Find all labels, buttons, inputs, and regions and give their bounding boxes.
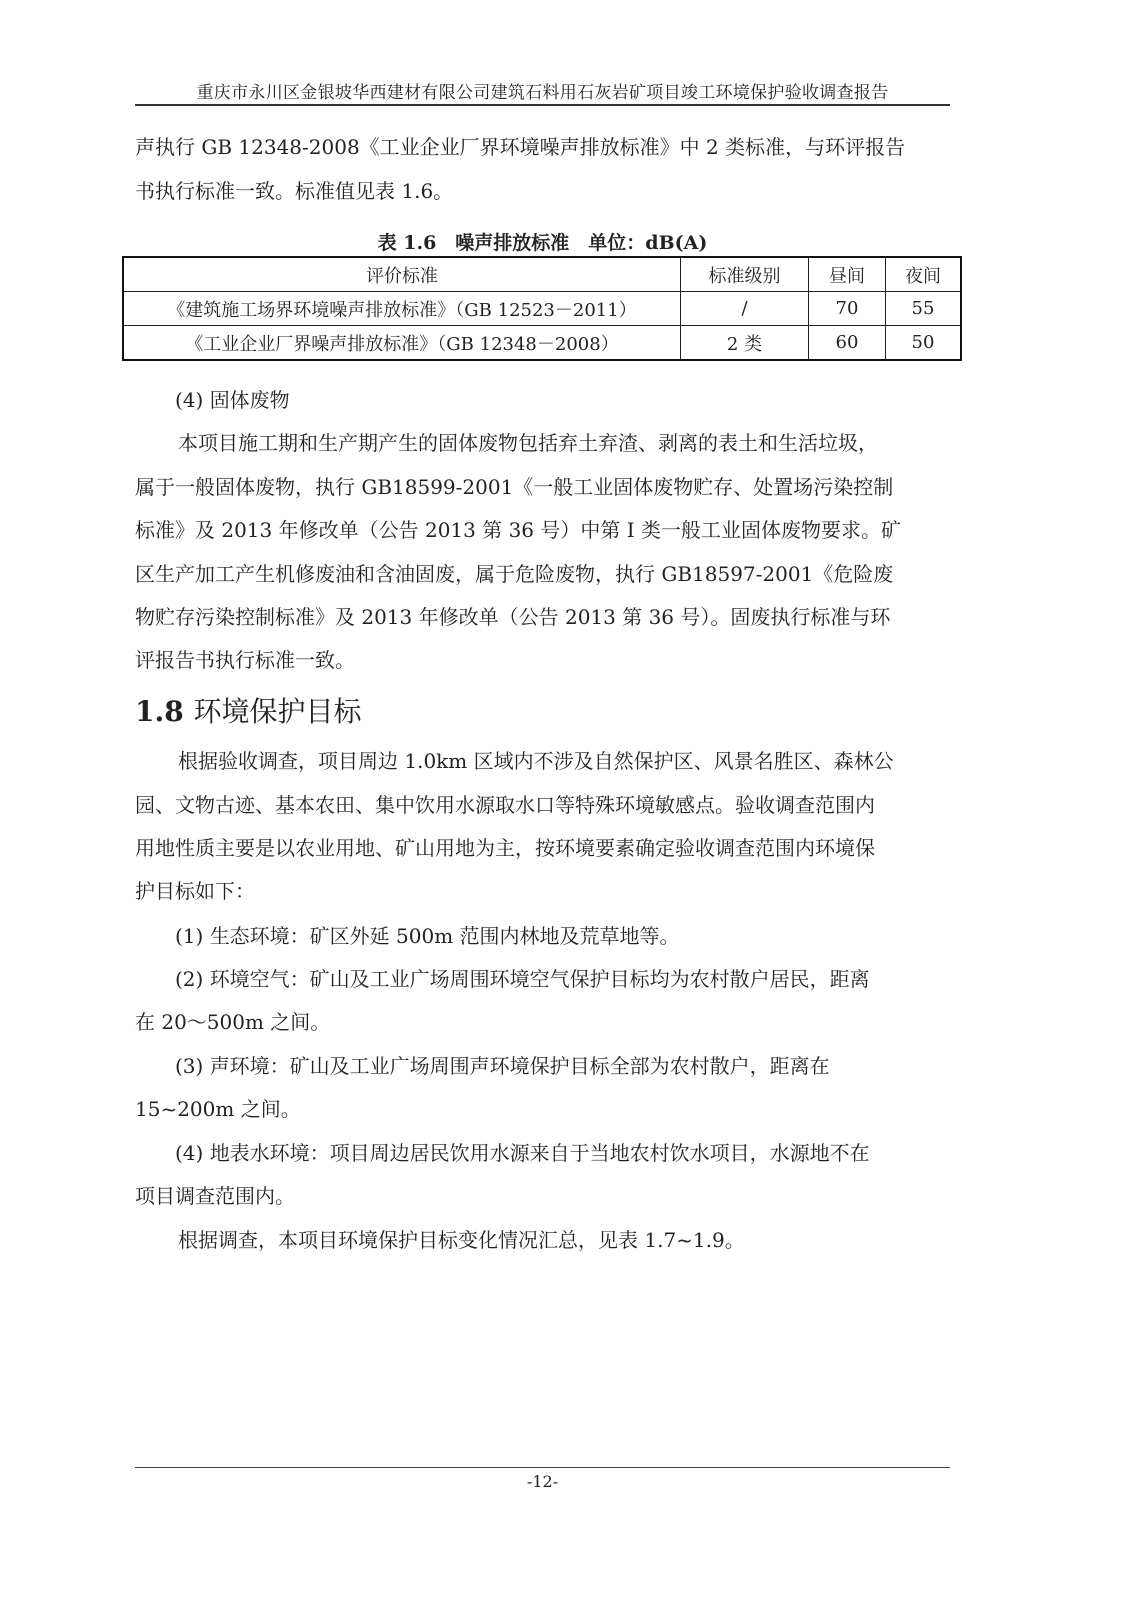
list-item: (3) 声环境：矿山及工业广场周围声环境保护目标全部为农村散户，距离在 <box>175 1054 830 1078</box>
list-item-continued: 15~200m 之间。 <box>135 1097 301 1121</box>
column-header: 夜间 <box>886 257 962 292</box>
table-cell: / <box>681 292 809 326</box>
column-header: 昼间 <box>809 257 886 292</box>
paragraph-line: 属于一般固体废物，执行 GB18599-2001《一般工业固体废物贮存、处置场污染控制 <box>135 475 894 499</box>
paragraph-line: 根据调查，本项目环境保护目标变化情况汇总，见表 1.7~1.9。 <box>178 1228 745 1252</box>
footer-rule <box>135 1467 950 1468</box>
list-item-continued: 在 20～500m 之间。 <box>135 1010 331 1034</box>
table-caption: 表 1.6 噪声排放标准 单位：dB(A) <box>377 232 708 254</box>
section-heading <box>135 690 361 730</box>
paragraph-line: 标准》及 2013 年修改单（公告 2013 第 36 号）中第 I 类一般工业固体废物要求。矿 <box>135 518 902 542</box>
paragraph-line: 用地性质主要是以农业用地、矿山用地为主，按环境要素确定验收调查范围内环境保 <box>135 836 875 860</box>
table-cell: 《建筑施工场界环境噪声排放标准》（GB 12523－2011） <box>123 292 681 326</box>
paragraph-line: 本项目施工期和生产期产生的固体废物包括弃土弃渣、剥离的表土和生活垃圾， <box>178 431 878 455</box>
table-cell: 50 <box>886 326 962 361</box>
column-header: 标准级别 <box>681 257 809 292</box>
paragraph-line: 园、文物古迹、基本农田、集中饮用水源取水口等特殊环境敏感点。验收调查范围内 <box>135 793 875 817</box>
paragraph-line: 书执行标准一致。标准值见表 1.6。 <box>135 179 454 203</box>
table-header-row <box>123 257 961 292</box>
table-cell: 55 <box>886 292 962 326</box>
table-row <box>123 326 961 361</box>
table-cell: 《工业企业厂界噪声排放标准》（GB 12348－2008） <box>123 326 681 361</box>
page-number: -12- <box>526 1472 559 1491</box>
list-item: (2) 环境空气：矿山及工业广场周围环境空气保护目标均为农村散户居民，距离 <box>175 967 870 991</box>
section-number: 1.8 <box>135 695 184 728</box>
table-cell: 2 类 <box>681 326 809 361</box>
paragraph-line: 声执行 GB 12348-2008《工业企业厂界环境噪声排放标准》中 2 类标准，与环评报告 <box>135 135 906 159</box>
section-title: 环境保护目标 <box>193 695 362 728</box>
paragraph-line: 护目标如下： <box>135 879 255 903</box>
subheading: (4) 固体废物 <box>175 388 290 412</box>
header-rule <box>135 104 950 106</box>
table-cell: 60 <box>809 326 886 361</box>
table-row <box>123 292 961 326</box>
table-cell: 70 <box>809 292 886 326</box>
paragraph-line: 根据验收调查，项目周边 1.0km 区域内不涉及自然保护区、风景名胜区、森林公 <box>178 749 894 773</box>
noise-standard-table <box>122 256 962 361</box>
paragraph-line: 区生产加工产生机修废油和含油固废，属于危险废物，执行 GB18597-2001《危险废 <box>135 562 894 586</box>
paragraph-line: 物贮存污染控制标准》及 2013 年修改单（公告 2013 第 36 号）。固废执行标准与环 <box>135 605 891 629</box>
paragraph-line: 评报告书执行标准一致。 <box>135 648 355 672</box>
list-item: (4) 地表水环境：项目周边居民饮用水源来自于当地农村饮水项目，水源地不在 <box>175 1141 870 1165</box>
list-item-continued: 项目调查范围内。 <box>135 1184 295 1208</box>
column-header: 评价标准 <box>123 257 681 292</box>
running-header: 重庆市永川区金银坡华西建材有限公司建筑石料用石灰岩矿项目竣工环境保护验收调查报告 <box>196 83 889 103</box>
list-item: (1) 生态环境：矿区外延 500m 范围内林地及荒草地等。 <box>175 924 680 948</box>
